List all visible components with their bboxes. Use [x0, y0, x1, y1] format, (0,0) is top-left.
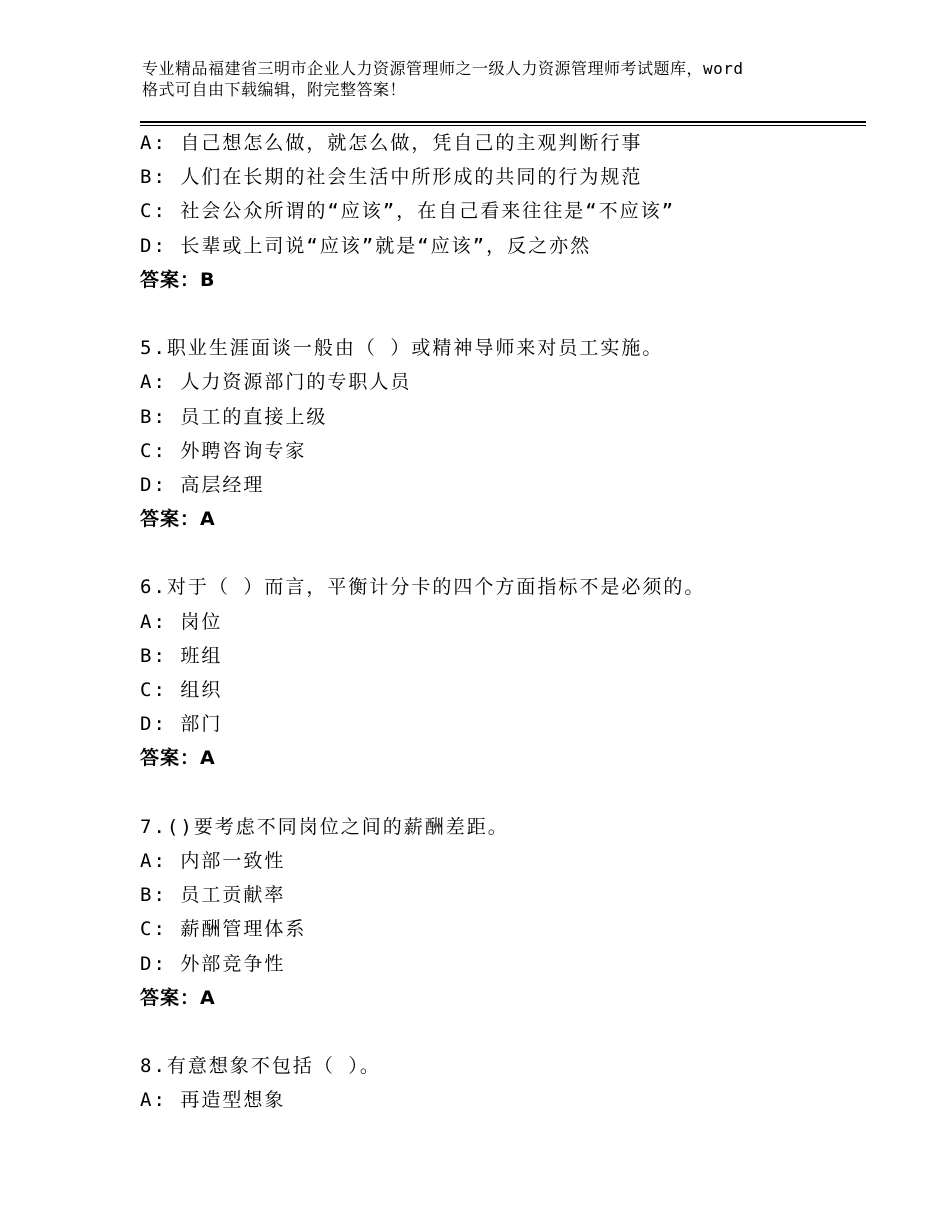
- option-c: C: 组织: [140, 679, 223, 701]
- option-a: A: 内部一致性: [140, 849, 286, 872]
- spacer: [140, 1015, 866, 1049]
- option-d: D: 长辈或上司说“应该”就是“应该”，反之亦然: [140, 234, 592, 257]
- option-b: B: 班组: [140, 644, 223, 667]
- question-list: [140, 126, 866, 1117]
- question-4: [140, 126, 866, 297]
- question-text: 5.职业生涯面谈一般由（ ）或精神导师来对员工实施。: [140, 337, 664, 360]
- document-header: [142, 58, 842, 100]
- answer: 答案：A: [140, 747, 216, 770]
- answer: 答案：B: [140, 268, 216, 291]
- option-c: C: 社会公众所谓的“应该”，在自己看来往往是“不应该”: [140, 200, 676, 223]
- spacer: [140, 297, 866, 331]
- answer: 答案：A: [140, 508, 216, 531]
- option-a: A: 岗位: [140, 610, 223, 633]
- option-a: A: 再造型想象: [140, 1089, 286, 1112]
- option-b: B: 员工贡献率: [140, 884, 286, 907]
- question-5: [140, 331, 866, 536]
- question-text: 8.有意想象不包括（ ）。: [140, 1055, 381, 1078]
- option-d: D: 高层经理: [140, 473, 265, 496]
- option-b: B: 员工的直接上级: [140, 405, 328, 428]
- option-d: D: 部门: [140, 713, 223, 736]
- option-b: B: 人们在长期的社会生活中所形成的共同的行为规范: [140, 166, 643, 189]
- header-rule-thick: [140, 121, 866, 123]
- spacer: [140, 536, 866, 570]
- option-c: C: 外聘咨询专家: [140, 439, 307, 462]
- header-line-1: 专业精品福建省三明市企业人力资源管理师之一级人力资源管理师考试题库，word: [142, 59, 744, 78]
- answer: 答案：A: [140, 986, 216, 1009]
- header-line-2: 格式可自由下载编辑，附完整答案！: [142, 80, 407, 99]
- question-7: [140, 810, 866, 1015]
- option-d: D: 外部竞争性: [140, 952, 286, 975]
- spacer: [140, 776, 866, 810]
- question-8: [140, 1049, 866, 1117]
- question-6: [140, 570, 866, 775]
- question-text: 6.对于（ ）而言，平衡计分卡的四个方面指标不是必须的。: [140, 576, 706, 599]
- option-c: C: 薪酬管理体系: [140, 918, 307, 941]
- option-a: A: 自己想怎么做，就怎么做，凭自己的主观判断行事: [140, 132, 643, 154]
- option-a: A: 人力资源部门的专职人员: [140, 371, 412, 394]
- question-text: 7.()要考虑不同岗位之间的薪酬差距。: [140, 815, 509, 838]
